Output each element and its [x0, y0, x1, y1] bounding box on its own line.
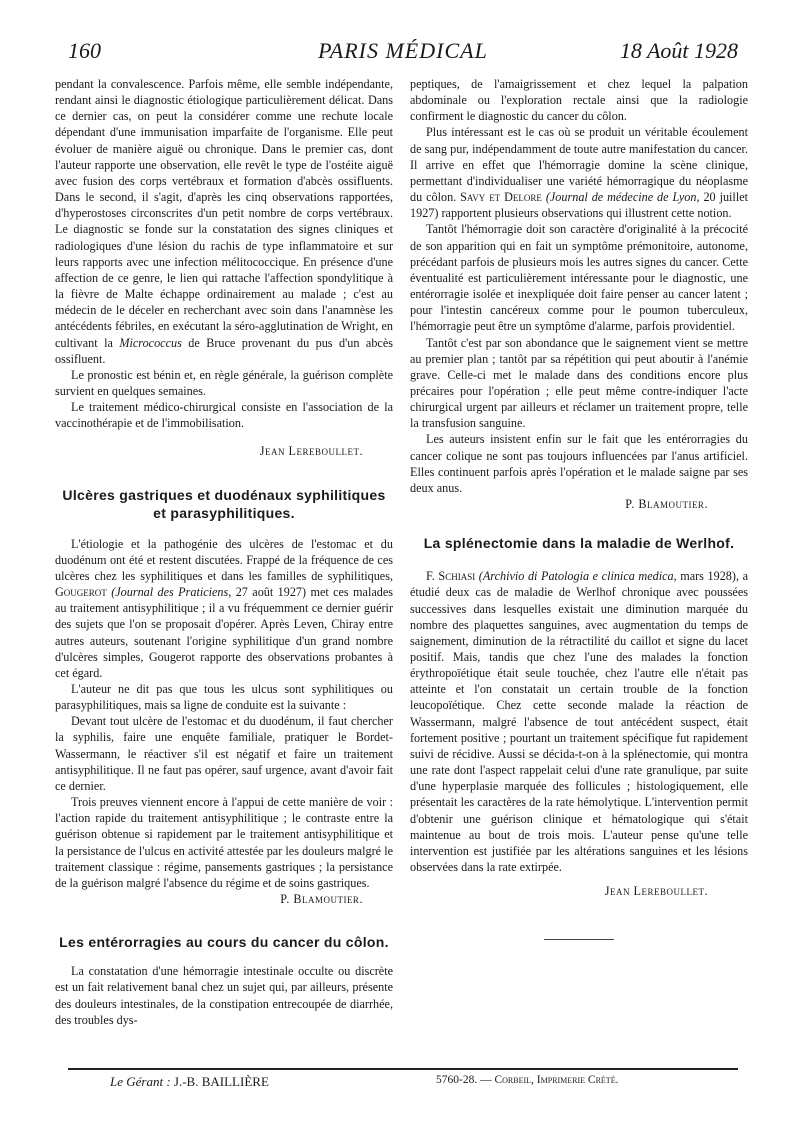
paragraph: Le traitement médico-chirurgical consiste en l'association de la vaccinothérapie et de l'immobilisation.: [55, 400, 393, 431]
paragraph: pendant la convalescence. Parfois même, elle semble indépendante, rendant ainsi le diagnostic étiologique particulièrement délicat. Dans ce dernier cas, on peut la considérer comme une rechute locale dépendant d'une immunisation imparfaite de l'organisme. Elle peut évoluer de manière aiguë ou chronique. Dans le premier cas, dont l'auteur rapporte une observation, elle revêt le type de l'ostéite aiguë avec fusion des corps vertébraux et formation d'abcès ossifluents. Dans le second, il s'agit, d'après les cinq observations rapportées, d'hyperostoses circonscrites d'un petit nombre de corps vertébraux. Le diagnostic se fonde sur la constatation des signes cliniques et radiologiques d'une lésion du rachis de type inflammatoire et sur leurs rapports avec une infection mélitococcique. En présence d'une affection de ce genre, le lien qui rattache l'affection spondylitique à la fièvre de Malte échappe ordinairement au malade ; c'est au médecin de le déceler en recherchant avec soin dans l'anamnèse les antécédents fébriles, en exécutant la séro-agglutination de Wright, en cultivant la Micrococcus de Bruce provenant du pus d'un abcès ossifluent.: [55, 77, 393, 366]
left-column: [55, 76, 393, 1028]
footer-printer: 5760-28. — Corbeil, Imprimerie Crété.: [436, 1074, 619, 1086]
paragraph: F. Schiasi (Archivio di Patologia e clinica medica, mars 1928), a étudié deux cas de maladie de Werlhof chronique avec poussées successives dans lesquelles existait une diminution marquée du nombre des plaquettes sanguines, avec augmentation du temps de saignement, diminution de la rétractilité du caillot et signe du lacet positif. Mais, tandis que chez l'une des malades la fonction érythropoïétique était seule touchée, chez l'autre elle n'était pas atteinte et l'on constatait un certain trouble de la fonction leucopoïétique. Chez cette seconde malade la réaction de Wassermann, malgré l'absence de tout antécédent suspect, était fortement positive ; pourtant un traitement spécifique fut rapidement suivi de récidive. Aussi se décida-t-on à la splénectomie, qui montra une rate dont l'aspect rappelait celui d'une rate granulique, par suite d'une hyperplasie marquée des follicules ; histologiquement, elle présentait les caractères de la rate hémolytique. L'intervention permit d'obtenir une guérison clinique et hématologique qui s'était maintenue au bout de trois mois. L'auteur pense qu'une telle intervention est justifiée par les altérations sanguines et les lésions observées dans la rate extirpée.: [410, 569, 748, 875]
gerant-label: Le Gérant :: [110, 1074, 171, 1089]
paragraph: Tantôt c'est par son abondance que le saignement vient se mettre au premier plan ; tantôt par sa répétition qui peut aboutir à l'anémie grave. Celle-ci met le malade dans des conditions encore plus précaires pour l'opération ; elle peut même contre-indiquer l'acte chirurgical urgent par ailleurs et réclamer un traitement propre, telle la transfusion sanguine.: [410, 335, 748, 431]
journal-title: PARIS MÉDICAL: [318, 38, 488, 63]
section-heading: Les entérorragies au cours du cancer du côlon.: [59, 934, 389, 951]
page-header: [68, 38, 738, 68]
signature: P. Blamoutier.: [625, 497, 708, 512]
section-divider: [544, 939, 614, 940]
paragraph: peptiques, de l'amaigrissement et chez lequel la palpation abdominale ou l'exploration rectale ainsi que la radiologie confirment le diagnostic du cancer du côlon.: [410, 77, 748, 124]
right-column: [410, 76, 748, 940]
paragraph: Le pronostic est bénin et, en règle générale, la guérison complète survient en quelques semaines.: [55, 367, 393, 398]
footer-rule: [68, 1068, 738, 1070]
section-heading: La splénectomie dans la maladie de Werlhof.: [423, 535, 735, 552]
issue-date: 18 Août 1928: [619, 38, 738, 63]
paragraph: L'étiologie et la pathogénie des ulcères de l'estomac et du duodénum ont été et restent discutées. Frappé de la fréquence de ces ulcères chez les syphilitiques et dans les familles de syphilitiques, Gougerot (Journal des Praticiens, 27 août 1927) met ces malades au traitement antisyphilitique ; il a vu fréquemment ce dernier guérir des sujets que l'on se proposait d'opérer. Après Leven, Chiray entre autres auteurs, soutenant l'origine syphilitique d'un grand nombre d'ulcères simples, Gougerot rapporte des observations probantes à cet égard.: [55, 536, 393, 680]
paragraph: La constatation d'une hémorragie intestinale occulte ou discrète est un fait relativement banal chez un sujet qui, par ailleurs, présente des douleurs intestinales, de la constipation entrecoupée de diarrhée, des troubles dys-: [55, 964, 393, 1027]
paragraph: Tantôt l'hémorragie doit son caractère d'originalité à la précocité de son apparition qui en fait un symptôme prémonitoire, autonome, précédant parfois de plusieurs mois les autres signes du cancer. Cette éventualité est particulièrement intéressante pour le diagnostic, une entérorragie isolée et inexpliquée doit faire penser au cancer latent ; pour l'intestin cancéreux comme pour le poumon tuberculeux, l'hémorragie peut être un symptôme d'alarme, parfois providentiel.: [410, 222, 748, 334]
paragraph: Trois preuves viennent encore à l'appui de cette manière de voir : l'action rapide du traitement antisyphilitique ; le contraste entre la guérison obtenue si rapidement par le traitement antisyphilitique et la persistance de l'ulcus en activité attestée par les douleurs malgré le traitement classique : régime, pansements gastriques ; la persistance de la guérison malgré l'absence du régime et de soins gastriques.: [55, 795, 393, 890]
section-heading: Ulcères gastriques et duodénaux syphilitiques et parasyphilitiques.: [62, 486, 386, 521]
paragraph: Les auteurs insistent enfin sur le fait que les entérorragies du cancer colique ne sont pas toujours influencées par l'anus artificiel. Elles continuent parfois après l'opération et le malade saigne par ses deux anus.: [410, 432, 748, 495]
gerant-name: J.-B. BAILLIÈRE: [173, 1074, 269, 1089]
signature: P. Blamoutier.: [280, 892, 363, 907]
paragraph: Plus intéressant est le cas où se produit un véritable écoulement de sang pur, indépendamment de toute autre manifestation du cancer. Il arrive en effet que l'hémorragie domine la scène clinique, permettant d'individualiser une variété hémorragique du néoplasme du côlon. Savy et Delore (Journal de médecine de Lyon, 20 juillet 1927) rapportent plusieurs observations qui illustrent cette notion.: [410, 125, 749, 221]
footer-gerant: [110, 1074, 269, 1090]
paragraph: L'auteur ne dit pas que tous les ulcus sont syphilitiques ou parasyphilitiques, mais sa ligne de conduite est la suivante :: [55, 682, 393, 713]
page-number: 160: [68, 38, 101, 63]
signature: Jean Lereboullet.: [604, 884, 708, 899]
signature: Jean Lereboullet.: [259, 444, 363, 459]
paragraph: Devant tout ulcère de l'estomac et du duodénum, il faut chercher la syphilis, faire une enquête familiale, pratiquer le Bordet-Wassermann, le réactiver s'il est négatif et faire un traitement antisyphilitique. Il ne faut pas opérer, sauf urgence, avant d'avoir fait ce dernier.: [55, 714, 393, 793]
